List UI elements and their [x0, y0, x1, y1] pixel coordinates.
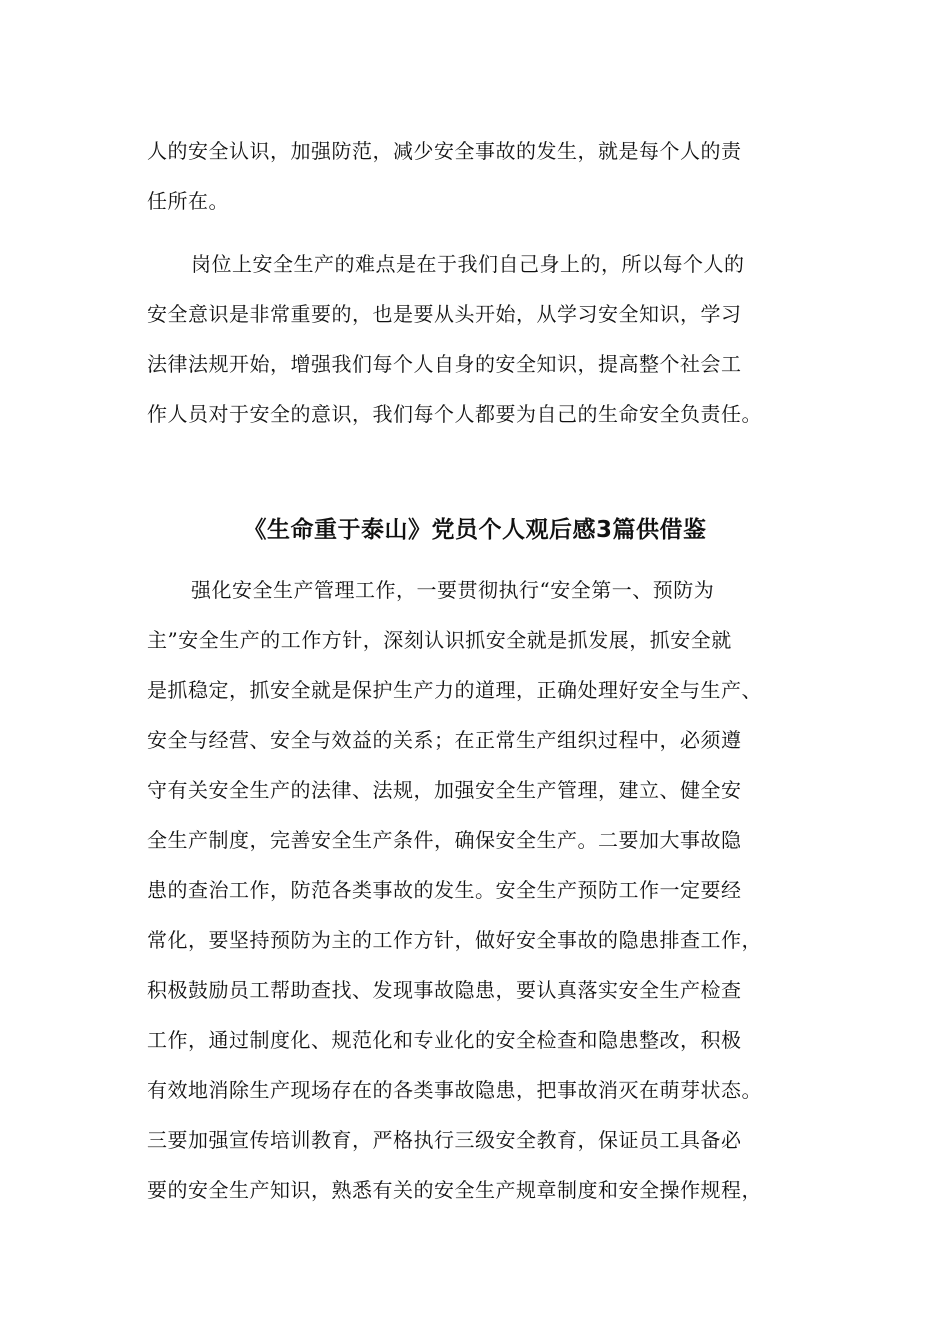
text-line: 任所在。 [147, 189, 229, 213]
text-line: 岗位上安全生产的难点是在于我们自己身上的，所以每个人的 [191, 252, 745, 276]
text-line: 常化，要坚持预防为主的工作方针，做好安全事故的隐患排查工作， [147, 928, 762, 952]
text-line: 安全与经营、安全与效益的关系；在正常生产组织过程中，必须遵 [147, 728, 742, 752]
text-line: 积极鼓励员工帮助查找、发现事故隐患，要认真落实安全生产检查 [147, 978, 742, 1002]
text-line: 强化安全生产管理工作，一要贯彻执行“安全第一、预防为 [191, 578, 715, 602]
text-line: 是抓稳定，抓安全就是保护生产力的道理，正确处理好安全与生产、 [147, 678, 762, 702]
text-line: 主”安全生产的工作方针，深刻认识抓安全就是抓发展，抓安全就 [147, 628, 732, 652]
text-line: 三要加强宣传培训教育，严格执行三级安全教育，保证员工具备必 [147, 1128, 742, 1152]
text-line: 安全意识是非常重要的，也是要从头开始，从学习安全知识，学习 [147, 302, 742, 326]
text-line: 人的安全认识，加强防范，减少安全事故的发生，就是每个人的责 [147, 139, 742, 163]
text-line: 法律法规开始，增强我们每个人自身的安全知识，提高整个社会工 [147, 352, 742, 376]
section-heading: 《生命重于泰山》党员个人观后感3篇供借鉴 [243, 517, 707, 543]
text-line: 要的安全生产知识，熟悉有关的安全生产规章制度和安全操作规程， [147, 1178, 762, 1202]
text-line: 全生产制度，完善安全生产条件，确保安全生产。二要加大事故隐 [147, 828, 742, 852]
text-line: 守有关安全生产的法律、法规，加强安全生产管理，建立、健全安 [147, 778, 742, 802]
text-line: 工作，通过制度化、规范化和专业化的安全检查和隐患整改，积极 [147, 1028, 742, 1052]
text-line: 患的查治工作，防范各类事故的发生。安全生产预防工作一定要经 [147, 878, 742, 902]
text-line: 作人员对于安全的意识，我们每个人都要为自己的生命安全负责任。 [147, 402, 762, 426]
text-line: 有效地消除生产现场存在的各类事故隐患，把事故消灭在萌芽状态。 [147, 1078, 762, 1102]
